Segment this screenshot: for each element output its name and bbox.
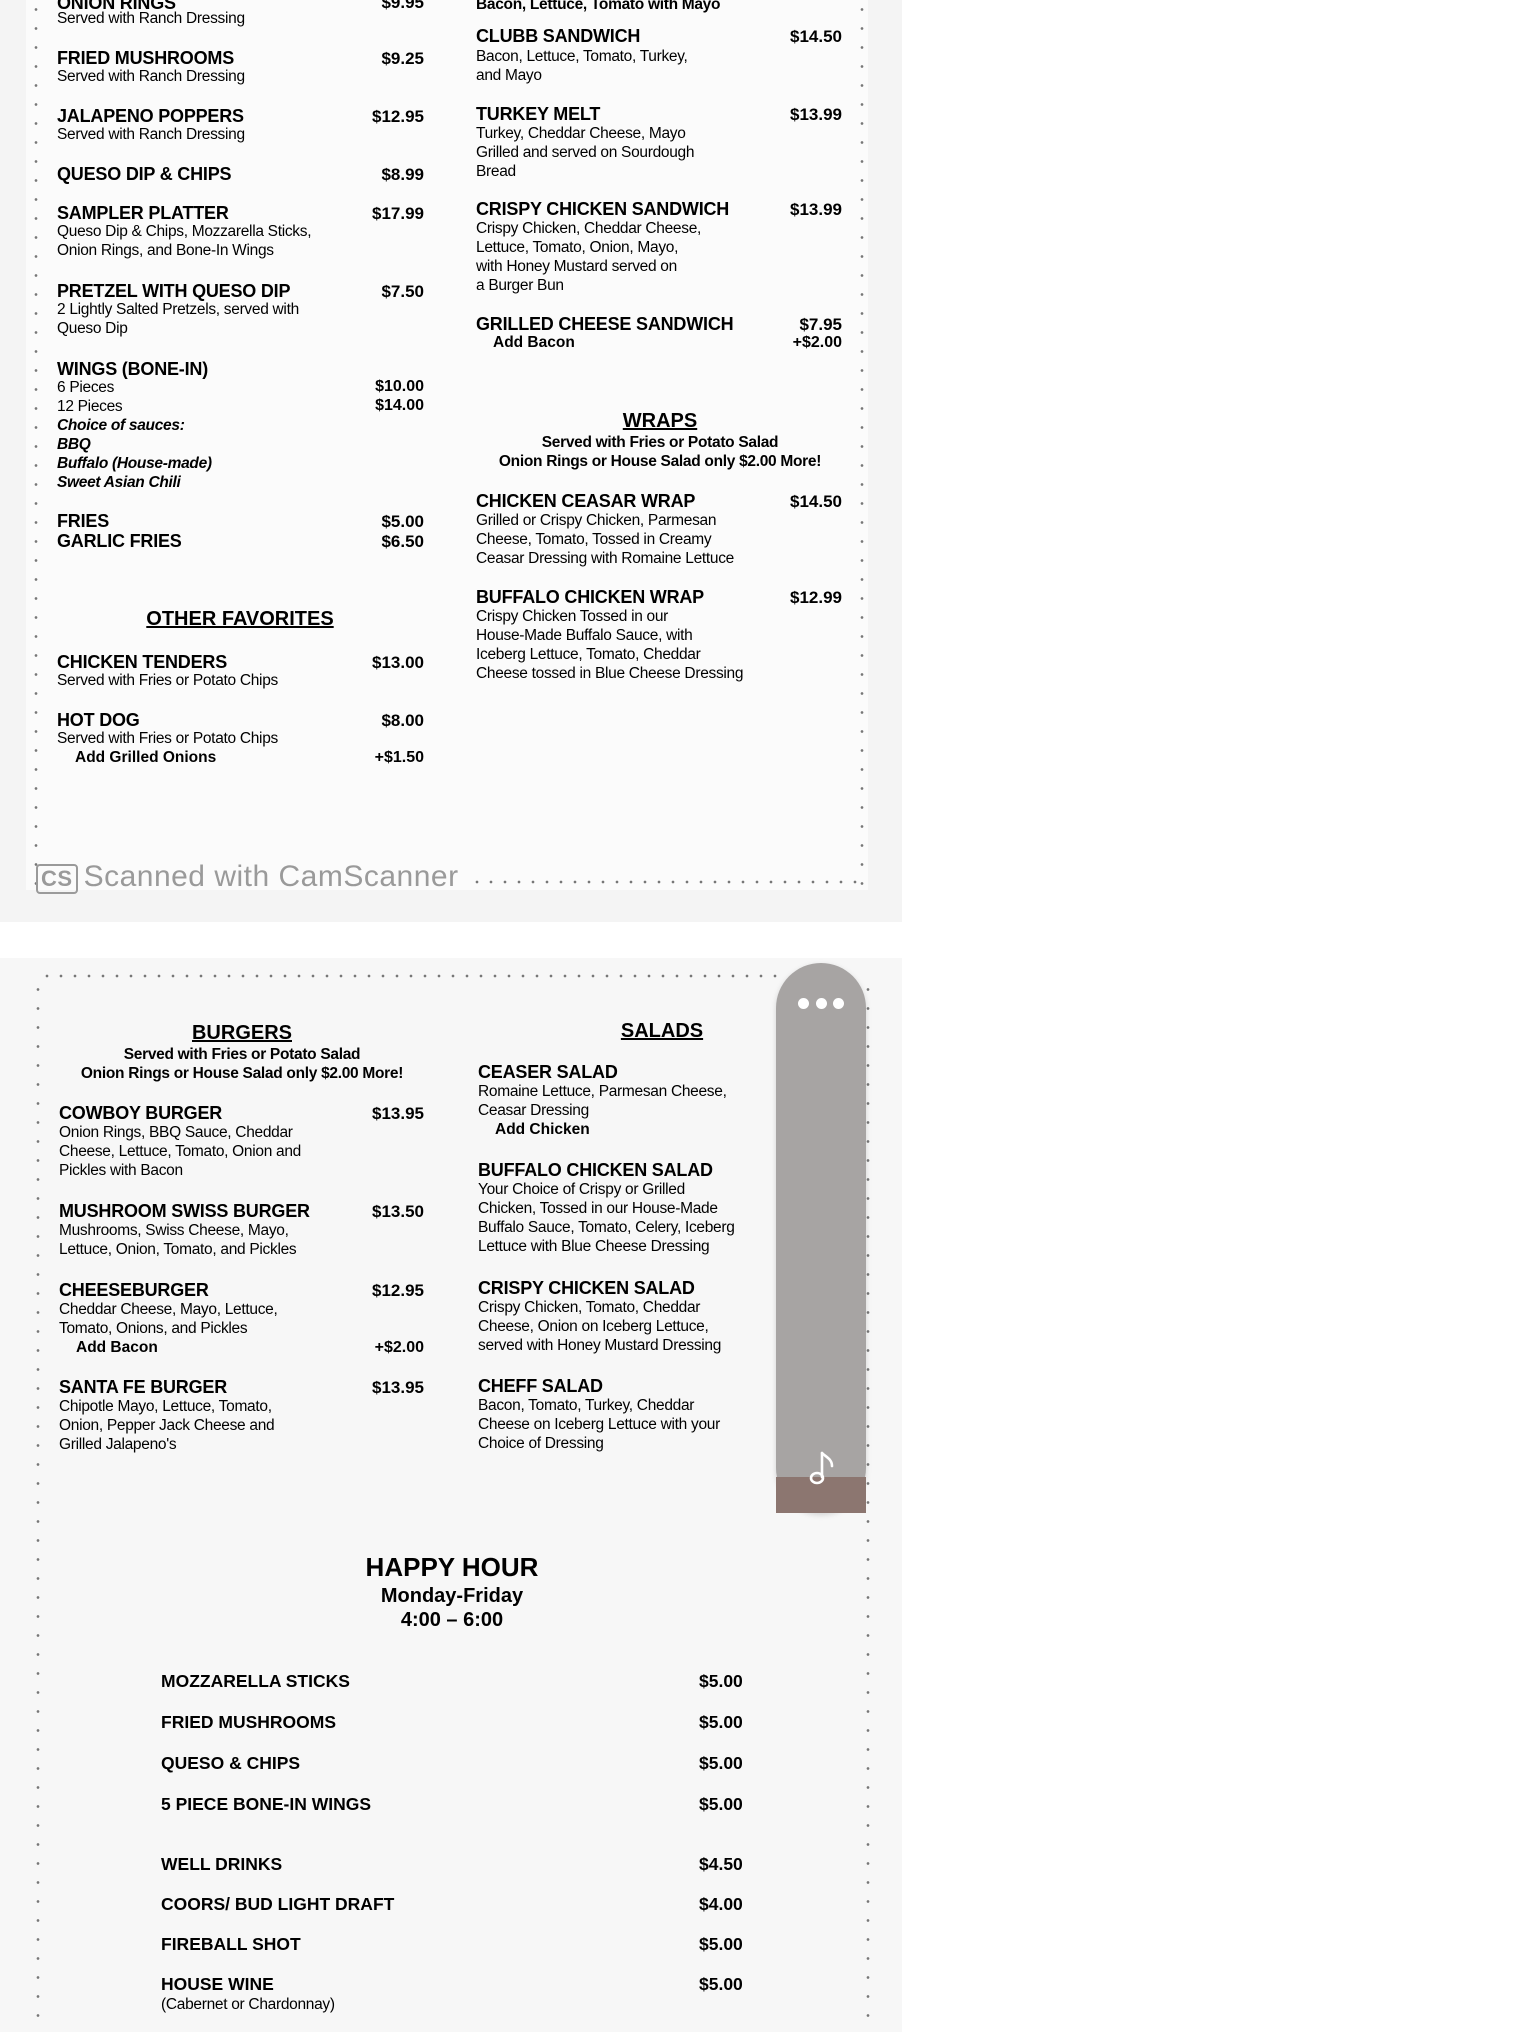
happy-hour-item: FRIED MUSHROOMS bbox=[161, 1712, 336, 1732]
menu-item-desc: with Honey Mustard served on bbox=[476, 258, 677, 275]
menu-item-desc: Pickles with Bacon bbox=[59, 1162, 183, 1179]
section-subtitle: Served with Fries or Potato Salad bbox=[123, 1046, 361, 1063]
menu-item-name: HOT DOG bbox=[57, 710, 140, 730]
happy-hour-drink: WELL DRINKS bbox=[161, 1854, 283, 1874]
more-dots-icon[interactable] bbox=[798, 996, 844, 1010]
menu-item-price: $13.99 bbox=[790, 200, 842, 219]
menu-item-desc: Served with Ranch Dressing bbox=[57, 126, 245, 143]
menu-item-desc: Bread bbox=[476, 163, 516, 180]
menu-item-desc: served with Honey Mustard Dressing bbox=[478, 1337, 722, 1354]
menu-item-desc: Crispy Chicken Tossed in our bbox=[476, 608, 669, 625]
menu-item-desc: Served with Fries or Potato Chips bbox=[57, 730, 278, 747]
menu-item-desc: Lettuce, Onion, Tomato, and Pickles bbox=[59, 1241, 297, 1258]
section-subtitle: Onion Rings or House Salad only $2.00 More! bbox=[80, 1065, 404, 1082]
menu-item-price bbox=[334, 0, 424, 2]
menu-addon-price: +$2.00 bbox=[792, 334, 842, 351]
menu-item-name: GRILLED CHEESE SANDWICH bbox=[476, 314, 734, 334]
menu-item-desc: Choice of Dressing bbox=[478, 1435, 604, 1452]
menu-page-2 bbox=[0, 958, 902, 2032]
menu-item-name: QUESO DIP & CHIPS bbox=[57, 164, 232, 184]
happy-hour-note: (Cabernet or Chardonnay) bbox=[161, 1996, 335, 2013]
menu-item-price: $6.50 bbox=[381, 532, 424, 551]
happy-hour-item: MOZZARELLA STICKS bbox=[161, 1671, 350, 1691]
menu-item-name: CHICKEN CEASAR WRAP bbox=[476, 491, 696, 511]
happy-hour-price: $5.00 bbox=[699, 1671, 743, 1691]
menu-item-desc: Iceberg Lettuce, Tomato, Cheddar bbox=[476, 646, 701, 663]
menu-item-desc: Cheese, Tomato, Tossed in Creamy bbox=[476, 531, 712, 548]
menu-item-name: FRIES bbox=[57, 511, 110, 531]
menu-item-name: FRIED MUSHROOMS bbox=[57, 48, 235, 68]
camscanner-logo: CS bbox=[36, 864, 78, 894]
top-border-dots bbox=[40, 974, 780, 978]
menu-addon: Add Bacon bbox=[76, 1339, 158, 1356]
menu-item-desc: Onion Rings, and Bone-In Wings bbox=[57, 242, 274, 259]
menu-item-desc: a Burger Bun bbox=[476, 277, 564, 294]
menu-addon: Add Grilled Onions bbox=[75, 749, 217, 766]
menu-item-name: SAMPLER PLATTER bbox=[57, 203, 229, 223]
section-subtitle: Onion Rings or House Salad only $2.00 More! bbox=[498, 453, 822, 470]
menu-item-desc: Chicken, Tossed in our House-Made bbox=[478, 1200, 718, 1217]
menu-item-desc: 2 Lightly Salted Pretzels, served with bbox=[57, 301, 299, 318]
menu-item-desc: Ceasar Dressing with Romaine Lettuce bbox=[476, 550, 734, 567]
menu-item-desc: House-Made Buffalo Sauce, with bbox=[476, 627, 693, 644]
menu-item-desc: Buffalo Sauce, Tomato, Celery, Iceberg bbox=[478, 1219, 735, 1236]
menu-item-price: $13.00 bbox=[372, 653, 424, 672]
menu-addon-price: +$1.50 bbox=[374, 749, 424, 766]
menu-item-desc: Queso Dip & Chips, Mozzarella Sticks, bbox=[57, 223, 312, 240]
menu-item-price: $17.99 bbox=[372, 204, 424, 223]
right-border-dots bbox=[866, 980, 870, 2030]
menu-item-price: $13.50 bbox=[372, 1202, 424, 1221]
menu-item-name: CRISPY CHICKEN SANDWICH bbox=[476, 199, 730, 219]
menu-item-price: $5.00 bbox=[381, 512, 424, 531]
menu-item-desc: Served with Ranch Dressing bbox=[57, 10, 245, 27]
camscanner-watermark bbox=[36, 860, 459, 894]
menu-item-name: CHEESEBURGER bbox=[59, 1280, 209, 1300]
happy-hour-drink: HOUSE WINE bbox=[161, 1974, 274, 1994]
menu-addon-price: +$2.00 bbox=[374, 1339, 424, 1356]
happy-hour-price: $4.00 bbox=[699, 1894, 743, 1914]
menu-item-desc: Cheese, Onion on Iceberg Lettuce, bbox=[478, 1318, 709, 1335]
section-heading-salads: SALADS bbox=[620, 1020, 704, 1042]
menu-item-desc: Turkey, Cheddar Cheese, Mayo bbox=[476, 125, 686, 142]
sauce-option: Buffalo (House-made) bbox=[57, 455, 212, 472]
menu-item-name: SANTA FE BURGER bbox=[59, 1377, 228, 1397]
menu-page-1 bbox=[0, 0, 902, 922]
menu-item-desc: Grilled and served on Sourdough bbox=[476, 144, 695, 161]
watermark-text: Scanned with CamScanner bbox=[83, 860, 459, 893]
happy-hour-item: QUESO & CHIPS bbox=[161, 1753, 301, 1773]
happy-hour-price: $5.00 bbox=[699, 1934, 743, 1954]
menu-item-name: TURKEY MELT bbox=[476, 104, 601, 124]
menu-item-desc: Crispy Chicken, Cheddar Cheese, bbox=[476, 220, 702, 237]
menu-item-desc: Romaine Lettuce, Parmesan Cheese, bbox=[478, 1083, 727, 1100]
wings-option: 6 Pieces bbox=[57, 379, 115, 396]
menu-item-name: CRISPY CHICKEN SALAD bbox=[478, 1278, 695, 1298]
menu-item-price: $7.95 bbox=[799, 315, 842, 334]
menu-item-name: WINGS (BONE-IN) bbox=[57, 359, 208, 379]
menu-item-name: CEASER SALAD bbox=[478, 1062, 618, 1082]
menu-item-price: $12.99 bbox=[790, 588, 842, 607]
bottom-border-dots bbox=[470, 880, 862, 884]
menu-item-price: $9.25 bbox=[381, 49, 424, 68]
menu-item-price: $13.95 bbox=[372, 1378, 424, 1397]
menu-addon: Add Chicken bbox=[495, 1121, 590, 1138]
menu-item-desc: and Mayo bbox=[476, 67, 542, 84]
left-border-dots bbox=[36, 980, 40, 2030]
happy-hour-price: $4.50 bbox=[699, 1854, 743, 1874]
menu-item-desc bbox=[476, 0, 720, 5]
floating-side-panel[interactable] bbox=[776, 963, 866, 1513]
menu-item-price: $14.50 bbox=[790, 492, 842, 511]
menu-item-name: PRETZEL WITH QUESO DIP bbox=[57, 281, 291, 301]
menu-item-price: $8.00 bbox=[381, 711, 424, 730]
menu-item-desc: Lettuce with Blue Cheese Dressing bbox=[478, 1238, 710, 1255]
menu-item-name: BUFFALO CHICKEN WRAP bbox=[476, 587, 704, 607]
music-note-icon[interactable] bbox=[804, 1449, 838, 1489]
section-heading-wraps: WRAPS bbox=[622, 410, 698, 432]
menu-item-price: $13.95 bbox=[372, 1104, 424, 1123]
menu-item-name: JALAPENO POPPERS bbox=[57, 106, 244, 126]
sauce-option: Sweet Asian Chili bbox=[57, 474, 181, 491]
menu-item-desc: Onion, Pepper Jack Cheese and bbox=[59, 1417, 275, 1434]
menu-item-price: $12.95 bbox=[372, 1281, 424, 1300]
happy-hour-time: 4:00 – 6:00 bbox=[400, 1609, 504, 1631]
menu-item-desc: Bacon, Tomato, Turkey, Cheddar bbox=[478, 1397, 695, 1414]
happy-hour-title: HAPPY HOUR bbox=[365, 1552, 539, 1582]
happy-hour-price: $5.00 bbox=[699, 1712, 743, 1732]
menu-item-price: $7.50 bbox=[381, 282, 424, 301]
menu-item-desc: Crispy Chicken, Tomato, Cheddar bbox=[478, 1299, 701, 1316]
menu-item-desc: Cheese, Lettuce, Tomato, Onion and bbox=[59, 1143, 301, 1160]
section-heading-burgers: BURGERS bbox=[191, 1022, 292, 1044]
menu-item-desc: Onion Rings, BBQ Sauce, Cheddar bbox=[59, 1124, 293, 1141]
right-border-dots bbox=[860, 0, 864, 890]
menu-item-name: MUSHROOM SWISS BURGER bbox=[59, 1201, 310, 1221]
sauce-option: BBQ bbox=[57, 436, 91, 453]
menu-item-desc: Tomato, Onions, and Pickles bbox=[59, 1320, 248, 1337]
menu-item-name: CLUBB SANDWICH bbox=[476, 26, 641, 46]
happy-hour-price: $5.00 bbox=[699, 1753, 743, 1773]
menu-addon: Add Bacon bbox=[493, 334, 575, 351]
menu-item-name: GARLIC FRIES bbox=[57, 531, 182, 551]
menu-item-price: $8.99 bbox=[381, 165, 424, 184]
menu-item-desc: Queso Dip bbox=[57, 320, 128, 337]
section-heading-other-favorites: OTHER FAVORITES bbox=[146, 608, 334, 630]
menu-item-desc: Bacon, Lettuce, Tomato, Turkey, bbox=[476, 48, 688, 65]
menu-item-desc: Your Choice of Crispy or Grilled bbox=[478, 1181, 685, 1198]
menu-item-desc: Served with Ranch Dressing bbox=[57, 68, 245, 85]
happy-hour-drink: COORS/ BUD LIGHT DRAFT bbox=[161, 1894, 395, 1914]
menu-item-desc: Served with Fries or Potato Chips bbox=[57, 672, 278, 689]
menu-item-name: CHEFF SALAD bbox=[478, 1376, 603, 1396]
sauces-label: Choice of sauces: bbox=[57, 417, 185, 434]
menu-item-desc: Chipotle Mayo, Lettuce, Tomato, bbox=[59, 1398, 272, 1415]
menu-item-desc: Cheese tossed in Blue Cheese Dressing bbox=[476, 665, 744, 682]
happy-hour-price: $5.00 bbox=[699, 1794, 743, 1814]
menu-item-desc: Mushrooms, Swiss Cheese, Mayo, bbox=[59, 1222, 289, 1239]
happy-hour-price: $5.00 bbox=[699, 1974, 743, 1994]
menu-item-desc: Cheese on Iceberg Lettuce with your bbox=[478, 1416, 720, 1433]
left-border-dots bbox=[34, 0, 38, 900]
happy-hour-item: 5 PIECE BONE-IN WINGS bbox=[161, 1794, 372, 1814]
happy-hour-days: Monday-Friday bbox=[380, 1585, 524, 1607]
wings-option: 12 Pieces bbox=[57, 398, 123, 415]
menu-item-name: COWBOY BURGER bbox=[59, 1103, 223, 1123]
menu-item-desc: Lettuce, Tomato, Onion, Mayo, bbox=[476, 239, 679, 256]
menu-item-desc: Ceasar Dressing bbox=[478, 1102, 589, 1119]
section-subtitle: Served with Fries or Potato Salad bbox=[541, 434, 779, 451]
menu-item-desc: Grilled or Crispy Chicken, Parmesan bbox=[476, 512, 717, 529]
happy-hour-drink: FIREBALL SHOT bbox=[161, 1934, 301, 1954]
menu-item-name bbox=[57, 0, 176, 2]
menu-item-name: BUFFALO CHICKEN SALAD bbox=[478, 1160, 713, 1180]
menu-item-price: $12.95 bbox=[372, 107, 424, 126]
wings-option-price: $10.00 bbox=[375, 378, 424, 395]
menu-item-name: CHICKEN TENDERS bbox=[57, 652, 228, 672]
menu-item-price: $14.50 bbox=[790, 27, 842, 46]
menu-item-desc: Grilled Jalapeno's bbox=[59, 1436, 177, 1453]
menu-item-price: $13.99 bbox=[790, 105, 842, 124]
wings-option-price: $14.00 bbox=[375, 397, 424, 414]
menu-item-desc: Cheddar Cheese, Mayo, Lettuce, bbox=[59, 1301, 278, 1318]
